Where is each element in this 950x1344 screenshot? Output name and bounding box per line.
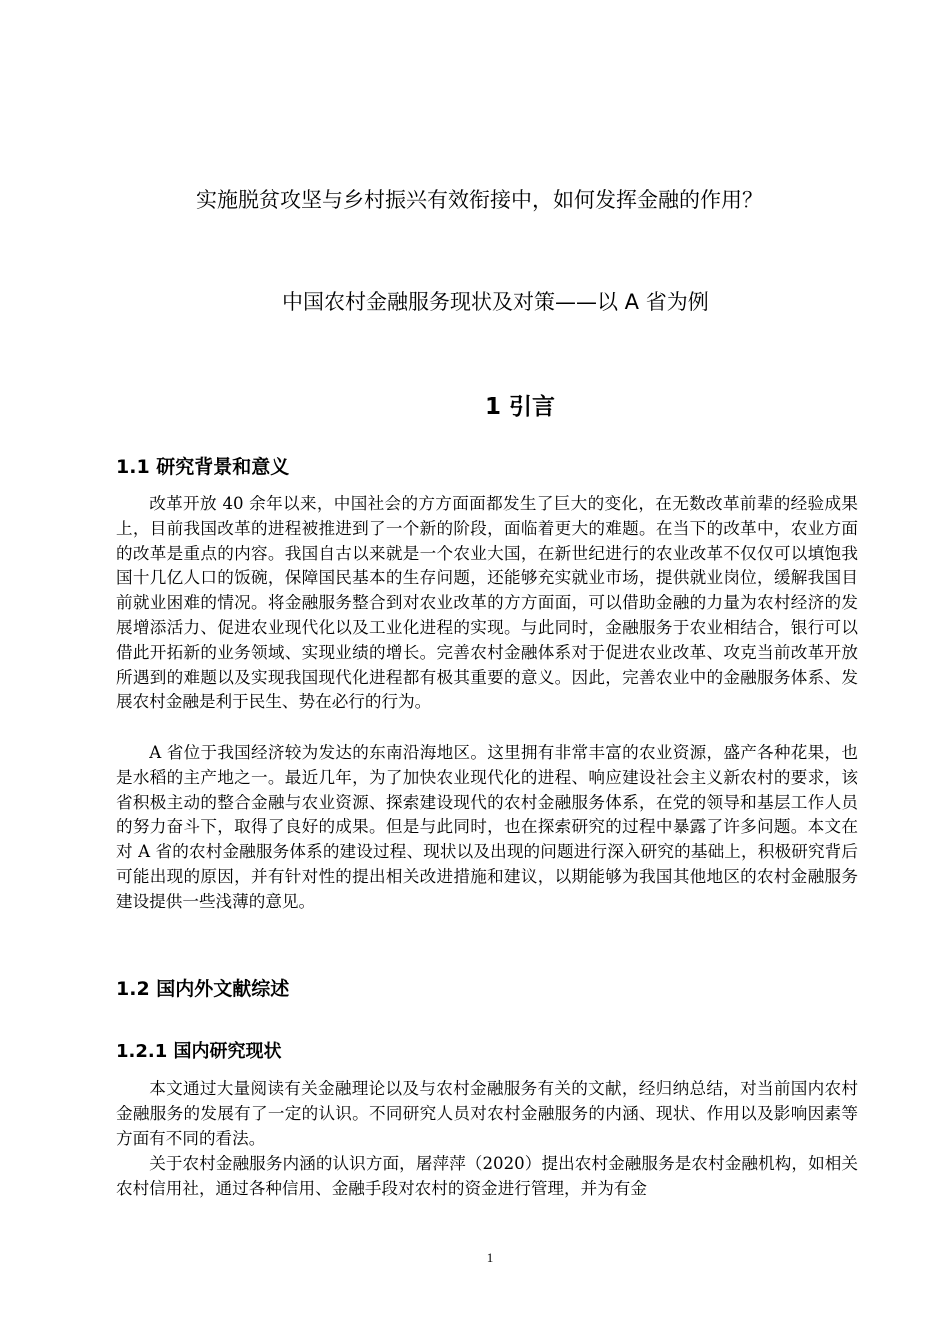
- paragraph-background-1: 改革开放 40 余年以来，中国社会的方方面面都发生了巨大的变化，在无数改革前辈的经验成果上，目前我国改革的进程被推进到了一个新的阶段，面临着更大的难题。在当下的改革中，农业方面的改革是重点的内容。我国自古以来就是一个农业大国，在新世纪进行的农业改革不仅仅可以填饱我国十几亿人口的饭碗，保障国民基本的生存问题，还能够充实就业市场，提供就业岗位，缓解我国目前就业困难的情况。将金融服务整合到对农业改革的方方面面，可以借助金融的力量为农村经济的发展增添活力、促进农业现代化以及工业化进程的实现。与此同时，金融服务于农业相结合，银行可以借此开拓新的业务领域、实现业绩的增长。完善农村金融体系对于促进农业改革、攻克当前改革开放所遇到的难题以及实现我国现代化进程都有极其重要的意义。因此，完善农业中的金融服务体系、发展农村金融是利于民生、势在必行的行为。: [116, 494, 858, 712]
- document-subtitle: 中国农村金融服务现状及对策——以 A 省为例: [282, 290, 709, 314]
- subsection-heading-1-2-1: 1.2.1 国内研究现状: [116, 1041, 282, 1062]
- paragraph-domestic-1: 本文通过大量阅读有关金融理论以及与农村金融服务有关的文献，经归纳总结，对当前国内农村金融服务的发展有了一定的认识。不同研究人员对农村金融服务的内涵、现状、作用以及影响因素等方面有不同的看法。: [116, 1079, 858, 1148]
- paragraph-domestic-2: 关于农村金融服务内涵的认识方面，屠萍萍（2020）提出农村金融服务是农村金融机构，如相关农村信用社，通过各种信用、金融手段对农村的资金进行管理，并为有金: [116, 1154, 858, 1198]
- chapter-heading: 1 引言: [484, 394, 555, 420]
- paragraph-background-2: A 省位于我国经济较为发达的东南沿海地区。这里拥有非常丰富的农业资源，盛产各种花果，也是水稻的主产地之一。最近几年，为了加快农业现代化的进程、响应建设社会主义新农村的要求，该省积极主动的整合金融与农业资源、探索建设现代的农村金融服务体系，在党的领导和基层工作人员的努力奋斗下，取得了良好的成果。但是与此同时，也在探索研究的过程中暴露了许多问题。本文在对 A 省的农村金融服务体系的建设过程、现状以及出现的问题进行深入研究的基础上，积极研究背后可能出现的原因，并有针对性的提出相关改进措施和建议，以期能够为我国其他地区的农村金融服务建设提供一些浅薄的意见。: [116, 743, 858, 911]
- section-heading-1-2: 1.2 国内外文献综述: [116, 978, 290, 1000]
- page-number: 1: [486, 1250, 494, 1265]
- section-heading-1-1: 1.1 研究背景和意义: [116, 456, 290, 478]
- document-title: 实施脱贫攻坚与乡村振兴有效衔接中，如何发挥金融的作用？: [196, 188, 763, 212]
